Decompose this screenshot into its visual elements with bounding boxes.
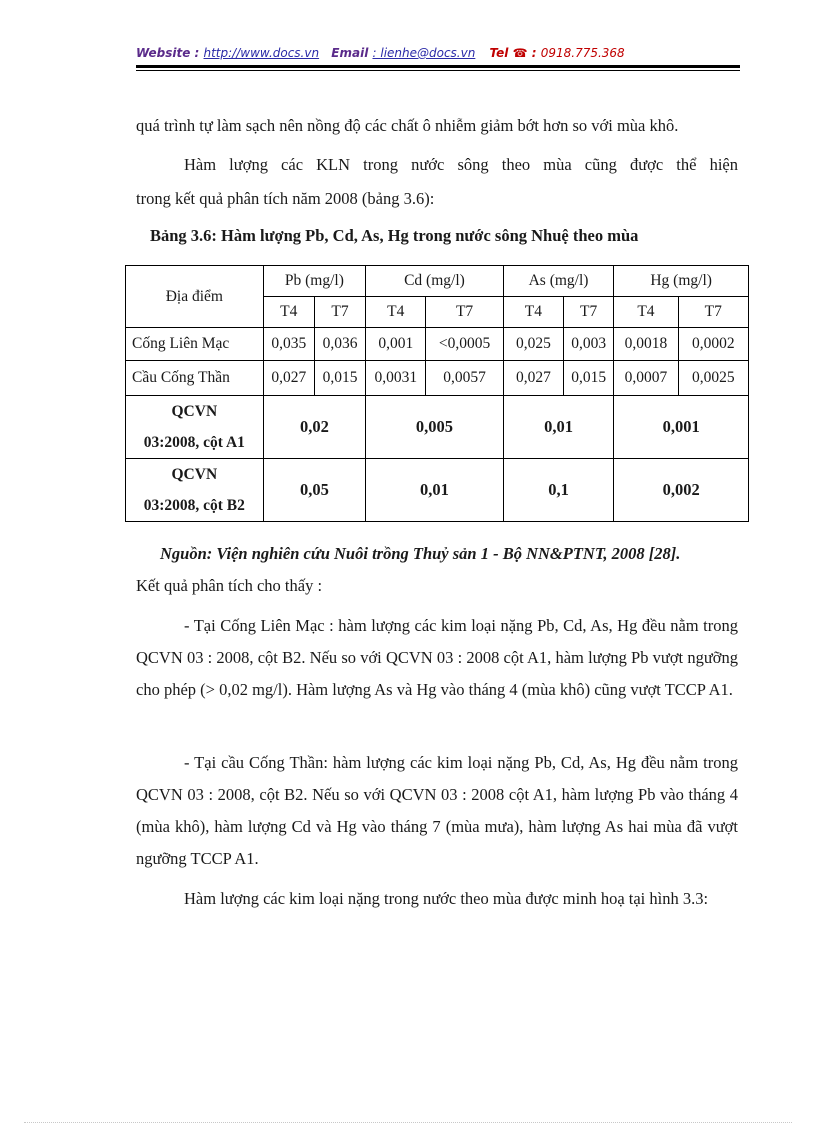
month-header: T7 (426, 297, 503, 328)
table-cell: <0,0005 (426, 328, 503, 361)
table-row (126, 328, 749, 361)
table-cell: 0,001 (366, 328, 426, 361)
table-row (126, 361, 749, 396)
standard-value: 0,002 (614, 459, 749, 522)
metals-table (125, 265, 749, 522)
standard-value: 0,01 (366, 459, 504, 522)
month-header: T7 (564, 297, 614, 328)
month-header: T4 (366, 297, 426, 328)
standard-label-line-2: 03:2008, cột B2 (143, 497, 245, 514)
row-location: Cầu Cống Thần (126, 361, 264, 396)
paragraph-4: - Tại Cống Liên Mạc : hàm lượng các kim loại nặng Pb, Cd, As, Hg đều nằm trong QCVN 03 : 2008, cột B2. Nếu so với QCVN 03 : 2008 cột A1, hàm lượng Pb vượt ngưỡng cho phép (> 0,02 mg/l). Hàm lượng As và Hg vào tháng 4 (mùa khô) cũng vượt TCCP A1. (136, 616, 738, 699)
standard-label-line-2: 03:2008, cột A1 (143, 434, 245, 451)
standard-label (126, 459, 264, 522)
month-header: T4 (503, 297, 563, 328)
table-source: Nguồn: Viện nghiên cứu Nuôi trồng Thuỷ sản 1 - Bộ NN&PTNT, 2008 [28]. (160, 544, 681, 563)
month-header: T7 (678, 297, 748, 328)
header-rule-thin (136, 70, 740, 71)
table-cell: 0,0025 (678, 361, 748, 396)
website-link[interactable]: http://www.docs.vn (203, 46, 320, 60)
paragraph-6: Hàm lượng các kim loại nặng trong nước theo mùa được minh hoạ tại hình 3.3: (184, 889, 709, 908)
table-cell: 0,003 (564, 328, 614, 361)
location-header: Địa điểm (126, 266, 264, 328)
table-cell: 0,0031 (366, 361, 426, 396)
month-header: T7 (314, 297, 365, 328)
email-label: Email (331, 46, 369, 60)
group-header-pb: Pb (mg/l) (263, 266, 365, 297)
standard-label-line-1: QCVN (171, 403, 218, 420)
email-link[interactable]: : lienhe@docs.vn (372, 46, 476, 60)
group-header-cd: Cd (mg/l) (366, 266, 504, 297)
table-cell: 0,0007 (614, 361, 678, 396)
group-header-hg: Hg (mg/l) (614, 266, 749, 297)
table-cell: 0,0002 (678, 328, 748, 361)
tel-label: Tel ☎ : (489, 46, 537, 60)
table-cell: 0,015 (314, 361, 365, 396)
website-label: Website : (136, 46, 200, 60)
tel-number: 0918.775.368 (540, 46, 625, 60)
standard-value: 0,005 (366, 396, 504, 459)
paragraph-2-line-2: trong kết quả phân tích năm 2008 (bảng 3.6): (136, 189, 435, 208)
table-cell: 0,0057 (426, 361, 503, 396)
table-cell: 0,015 (564, 361, 614, 396)
header-rule-thick (136, 65, 740, 68)
standard-value: 0,1 (503, 459, 614, 522)
month-header: T4 (614, 297, 678, 328)
group-header-as: As (mg/l) (503, 266, 614, 297)
standard-value: 0,05 (263, 459, 365, 522)
row-location: Cống Liên Mạc (126, 328, 264, 361)
page-header (136, 46, 625, 60)
paragraph-5: - Tại cầu Cống Thần: hàm lượng các kim loại nặng Pb, Cd, As, Hg đều nằm trong QCVN 03 : 2008, cột B2. Nếu so với QCVN 03 : 2008 cột A1, hàm lượng Pb vào tháng 4 (mùa khô), hàm lượng Cd và Hg vào tháng 7 (mùa mưa), hàm lượng As hai mùa đã vượt ngưỡng TCCP A1. (136, 753, 738, 868)
standard-value: 0,01 (503, 396, 614, 459)
standard-value: 0,02 (263, 396, 365, 459)
standard-row (126, 396, 749, 459)
table-cell: 0,025 (503, 328, 563, 361)
paragraph-2-line-1: Hàm lượng các KLN trong nước sông theo mùa cũng được thể hiện (184, 155, 738, 174)
standard-value: 0,001 (614, 396, 749, 459)
table-cell: 0,0018 (614, 328, 678, 361)
standard-label (126, 396, 264, 459)
paragraph-3: Kết quả phân tích cho thấy : (136, 576, 323, 595)
month-header: T4 (263, 297, 314, 328)
standard-label-line-1: QCVN (171, 466, 218, 483)
table-caption: Bảng 3.6: Hàm lượng Pb, Cd, As, Hg trong nước sông Nhuệ theo mùa (150, 226, 639, 245)
paragraph-1: quá trình tự làm sạch nên nồng độ các chất ô nhiễm giảm bớt hơn so với mùa khô. (136, 116, 679, 135)
table-cell: 0,036 (314, 328, 365, 361)
table-cell: 0,027 (263, 361, 314, 396)
standard-row (126, 459, 749, 522)
table-cell: 0,035 (263, 328, 314, 361)
table-cell: 0,027 (503, 361, 563, 396)
